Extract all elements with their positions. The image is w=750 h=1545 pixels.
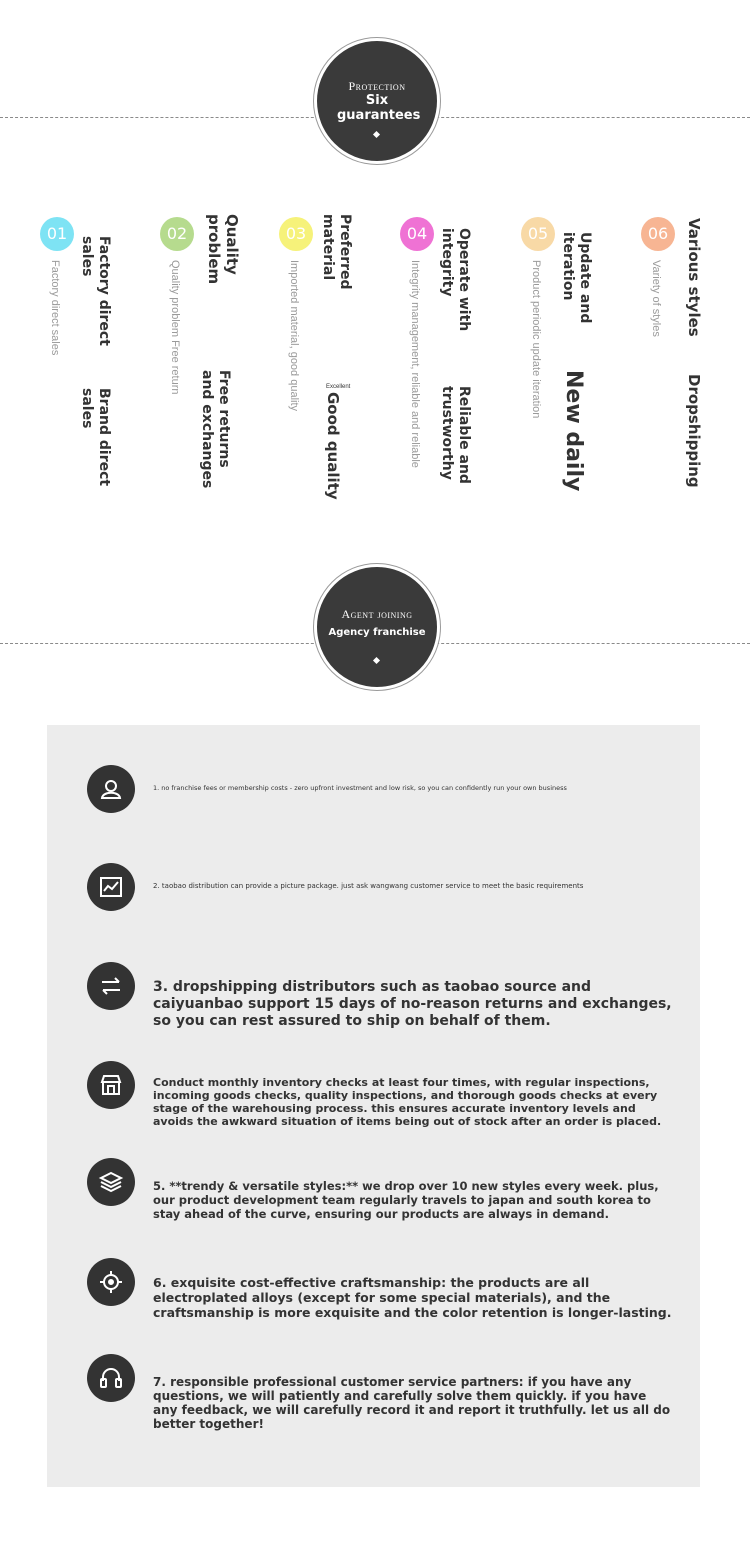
item-text: 6. exquisite cost-effective craftsmanship: the products are all electroplated alloys (except for some special materials), and the craftsmanship is more exquisite and the color retention is longer-lasting. [153, 1275, 672, 1320]
number-badge: 04 [400, 217, 434, 251]
guarantee-title: Preferred material [320, 214, 353, 290]
item-text: 7. responsible professional customer service partners: if you have any questions, we will patiently and carefully solve them quickly. if you have any feedback, we will carefully record it and report it truthfully. let us all do better together! [153, 1375, 671, 1431]
layers-icon [87, 1158, 135, 1206]
guarantee-title-2: New daily [561, 370, 586, 492]
headset-icon [87, 1354, 135, 1402]
number-badge: 03 [279, 217, 313, 251]
guarantee-title: Various styles [685, 218, 703, 337]
guarantee-item-01 [40, 214, 158, 504]
guarantee-subtext: Quality problem Free return [169, 260, 181, 395]
user-icon [87, 765, 135, 813]
guarantee-title: Operate with integrity [439, 228, 472, 332]
exchange-icon [87, 962, 135, 1010]
guarantee-subtext: Imported material, good quality [288, 260, 300, 412]
item-text: Conduct monthly inventory checks at least four times, with regular inspections, incoming goods checks, quality inspections, and thorough goods checks at every stage of the warehousing process. this ensures accurate inventory levels and avoids the awkward situation of items being out of stock after an order is placed. [153, 1076, 662, 1128]
guarantee-subtext: Variety of styles [650, 260, 662, 337]
item-text: 5. **trendy & versatile styles:** we drop over 10 new styles every week. plus, our product development team regularly travels to japan and south korea to stay ahead of the curve, ensuring our products are always in demand. [153, 1179, 659, 1221]
item-text: 2. taobao distribution can provide a picture package. just ask wangwang customer service to meet the basic requirements [153, 882, 584, 890]
chart-icon [87, 863, 135, 911]
guarantee-item-05 [521, 214, 639, 504]
guarantee-title-2: Brand direct sales [79, 388, 112, 487]
guarantee-item-03 [279, 214, 397, 504]
guarantee-item-06 [641, 214, 750, 504]
store-icon [87, 1061, 135, 1109]
badge-subtitle: Protection [348, 79, 406, 93]
guarantee-title-2: Free returns and exchanges [199, 370, 232, 489]
section-badge-protection [317, 41, 437, 161]
item-text: 3. dropshipping distributors such as taobao source and caiyuanbao support 15 days of no-reason returns and exchanges, so you can rest assured to ship on behalf of them. [153, 979, 672, 1029]
number-badge: 02 [160, 217, 194, 251]
badge-title: Six guarantees [337, 93, 421, 123]
guarantee-title-2: Good quality [324, 392, 342, 500]
diamond-icon [373, 131, 380, 138]
guarantee-subtext: Factory direct sales [49, 260, 61, 356]
guarantee-item-02 [160, 214, 278, 504]
guarantee-title-2: Reliable and trustworthy [439, 386, 472, 484]
guarantee-subtext: Product periodic update iteration [530, 260, 542, 419]
item-text: 1. no franchise fees or membership costs - zero upfront investment and low risk, so you can confidently run your own business [153, 784, 567, 792]
number-badge: 06 [641, 217, 675, 251]
target-icon [87, 1258, 135, 1306]
agency-panel [47, 725, 700, 1487]
guarantee-item-04 [400, 214, 518, 504]
guarantee-title-2: Dropshipping [685, 374, 703, 488]
number-badge: 05 [521, 217, 555, 251]
badge-subtitle: Agent joining [341, 607, 413, 621]
guarantee-title: Update and iteration [560, 232, 593, 324]
number-badge: 01 [40, 217, 74, 251]
tiny-label: Excellent [326, 384, 351, 390]
guarantee-title: Quality problem [205, 214, 241, 285]
section-badge-agent [317, 567, 437, 687]
diamond-icon [373, 657, 380, 664]
guarantee-subtext: Integrity management, reliable and reliable [409, 260, 421, 468]
badge-title: Agency franchise [328, 627, 426, 638]
guarantee-title: Factory direct sales [79, 236, 112, 346]
